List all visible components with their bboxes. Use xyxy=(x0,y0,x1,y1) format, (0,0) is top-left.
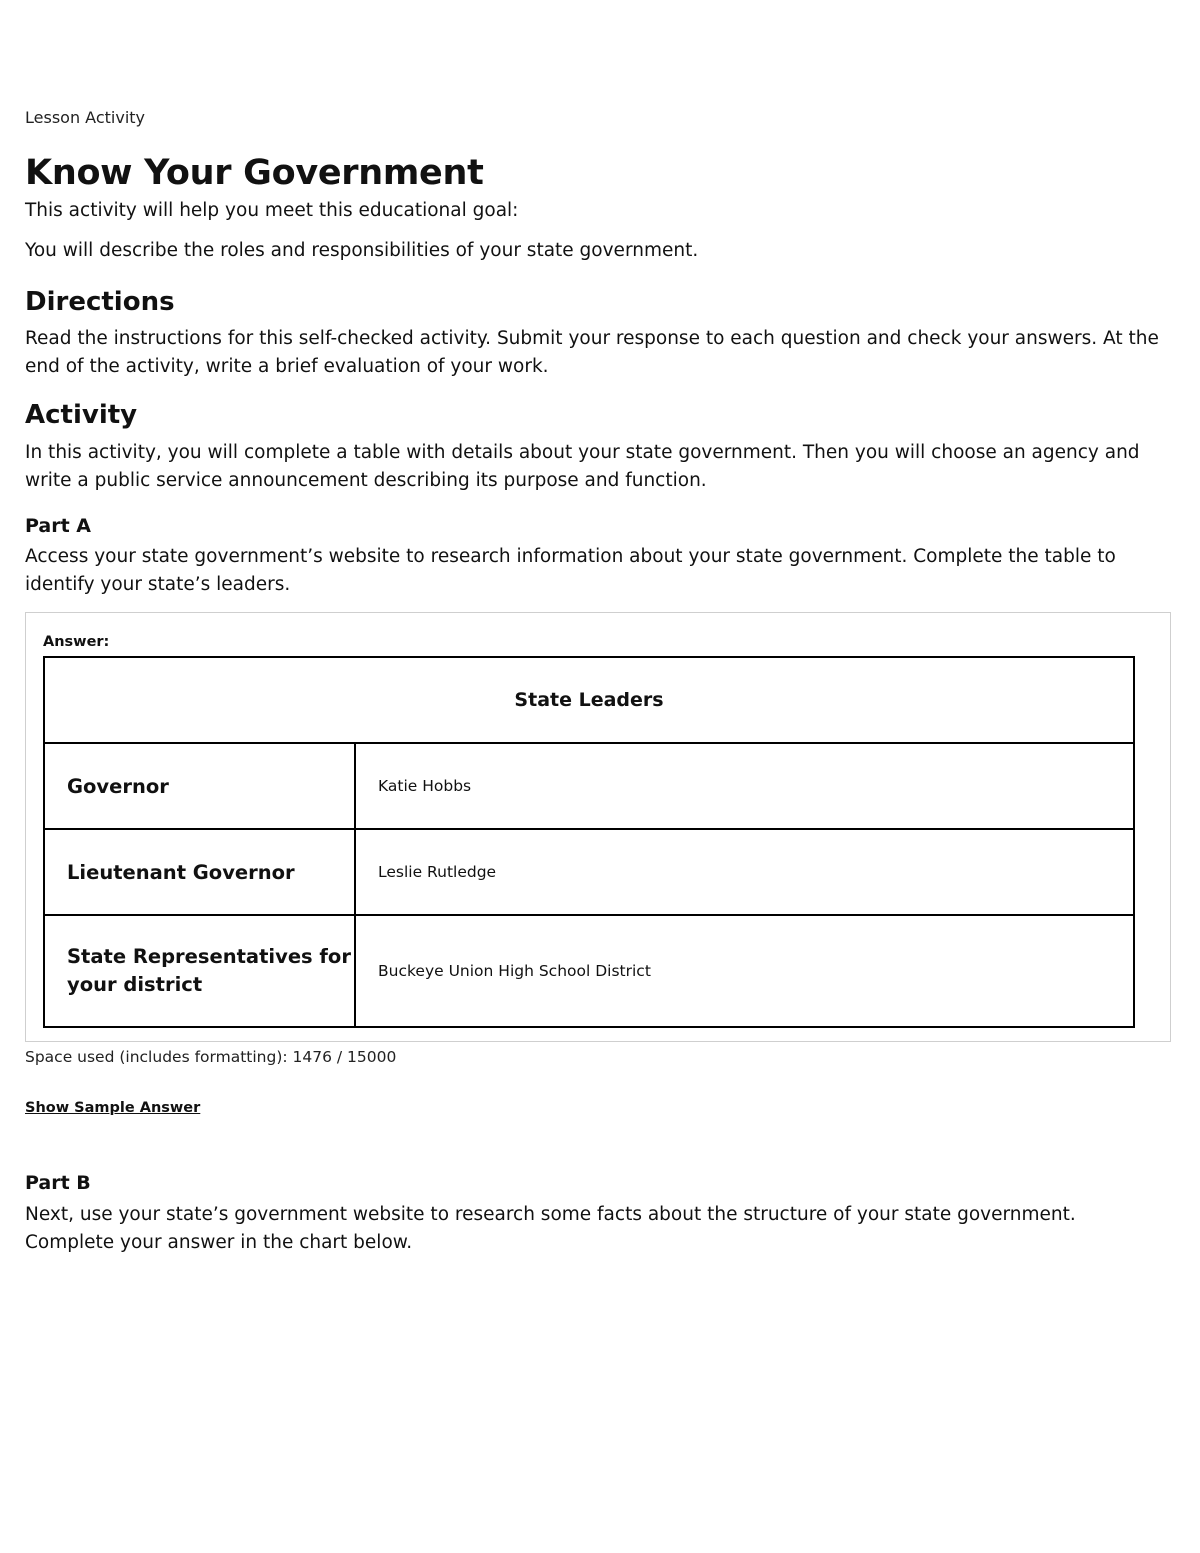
goal-intro: This activity will help you meet this educational goal: xyxy=(25,200,519,221)
show-sample-answer-link[interactable]: Show Sample Answer xyxy=(25,1100,201,1116)
row-value-governor[interactable]: Katie Hobbs xyxy=(355,743,1134,829)
answer-box[interactable] xyxy=(25,612,1171,1042)
directions-text: Read the instructions for this self-checked activity. Submit your response to each question and check your answers. At the end of the activity, write a brief evaluation of your work. xyxy=(25,328,1159,377)
row-value-state-representatives[interactable]: Buckeye Union High School District xyxy=(355,915,1134,1027)
goal-text: You will describe the roles and responsibilities of your state government. xyxy=(25,240,699,261)
answer-label: Answer: xyxy=(43,634,110,650)
activity-text: In this activity, you will complete a table with details about your state government. Then you will choose an agency and write a public service announcement describing its purpose and function. xyxy=(25,442,1140,491)
row-value-lieutenant-governor[interactable]: Leslie Rutledge xyxy=(355,829,1134,915)
directions-heading: Directions xyxy=(25,287,175,317)
space-used-counter: Space used (includes formatting): 1476 / 15000 xyxy=(25,1048,397,1066)
row-label-state-representatives: State Representatives for your district xyxy=(44,915,355,1027)
table-row xyxy=(44,915,1134,1027)
part-b-text: Next, use your state’s government website to research some facts about the structure of your state government. Complete your answer in the chart below. xyxy=(25,1204,1076,1253)
state-leaders-table xyxy=(43,656,1135,1028)
activity-heading: Activity xyxy=(25,400,138,430)
part-a-heading: Part A xyxy=(25,515,92,537)
page-title: Know Your Government xyxy=(25,153,484,193)
part-a-text: Access your state government’s website to research information about your state government. Complete the table to identify your state’s leaders. xyxy=(25,546,1116,595)
table-row xyxy=(44,743,1134,829)
table-header: State Leaders xyxy=(44,657,1134,743)
part-b-heading: Part B xyxy=(25,1172,91,1194)
lesson-label: Lesson Activity xyxy=(25,108,145,127)
table-row xyxy=(44,829,1134,915)
row-label-governor: Governor xyxy=(44,743,355,829)
row-label-lieutenant-governor: Lieutenant Governor xyxy=(44,829,355,915)
